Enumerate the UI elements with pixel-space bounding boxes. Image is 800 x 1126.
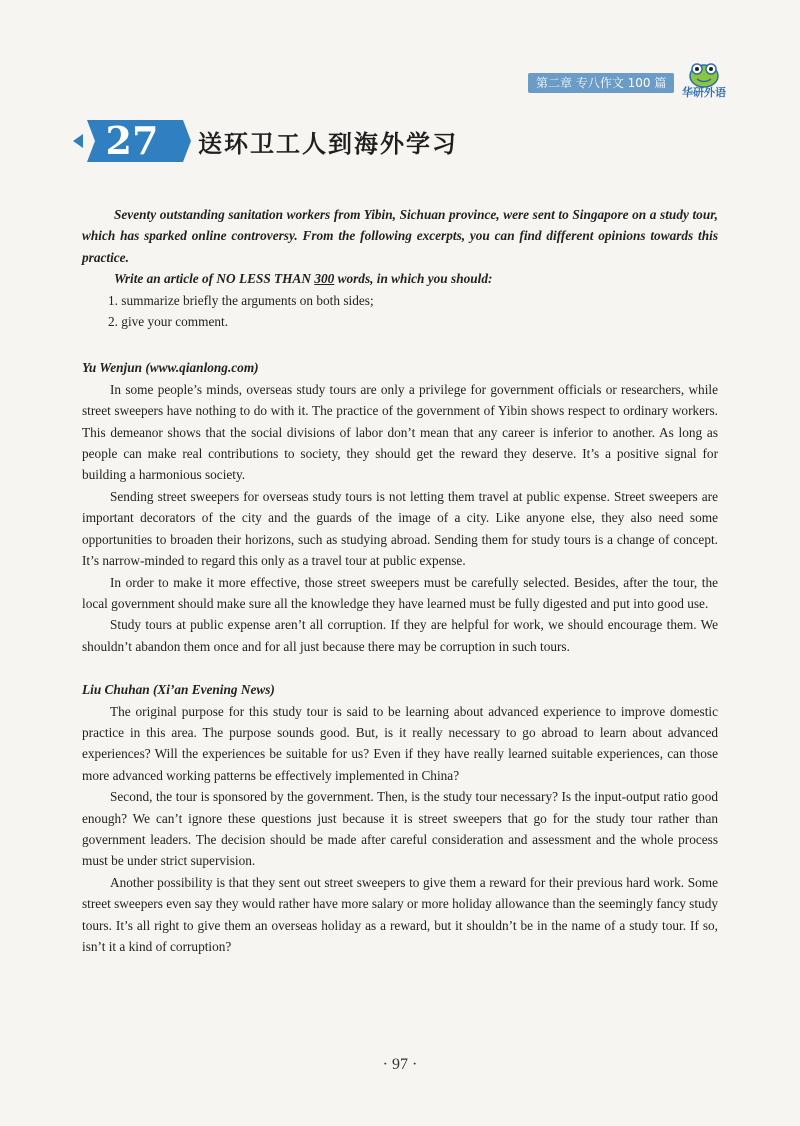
paragraph: Sending street sweepers for overseas study tours is not letting them travel at public expense. Street sweepers are important decorators of the city and the guards of the image of a city. Like anyone else, they also need some opportunities to broaden their horizons, such as studying abroad. Sending them for study tours is a change of concept. It’s narrow-minded to regard this only as a travel tour at public expense. bbox=[82, 488, 718, 569]
page-number: · 97 · bbox=[382, 1056, 418, 1073]
prompt-item-2: 2. give your comment. bbox=[108, 314, 229, 330]
source-liu-chuhan: Liu Chuhan (Xi’an Evening News) bbox=[82, 682, 275, 698]
article-body bbox=[82, 204, 718, 957]
paragraph: In some people’s minds, overseas study tours are only a privilege for government officials or researchers, while street sweepers have nothing to do with it. The practice of the government of Yibin shows respect to ordinary workers. This demeanor shows that the social divisions of labor don’t mean that any career is inferior to another. As long as people can make real contributions to society, they should get the reward they deserve. It’s a positive signal for building a harmonious society. bbox=[82, 381, 718, 483]
prompt-intro: Seventy outstanding sanitation workers from Yibin, Sichuan province, were sent to Singapore on a study tour, which has sparked online controversy. From the following excerpts, you can find different opinions towards this practice. bbox=[82, 207, 718, 265]
page-title: 送环卫工人到海外学习 bbox=[198, 130, 458, 158]
prompt-item-1: 1. summarize briefly the arguments on both sides; bbox=[108, 292, 374, 308]
task-prefix: Write an article of NO LESS THAN bbox=[114, 271, 315, 287]
source-yu-wenjun: Yu Wenjun (www.qianlong.com) bbox=[82, 360, 259, 376]
paragraph: Another possibility is that they sent out street sweepers to give them a reward for their previous hard work. Some street sweepers even say they would rather have more salary or more holiday allowance than the seemingly fancy study tours. It’s all right to give them an overseas holiday as a reward, but it shouldn’t be in the name of a study tour. If so, isn’t it a kind of corruption? bbox=[82, 874, 718, 954]
paragraph: In order to make it more effective, those street sweepers must be carefully selected. Besides, after the tour, the local government should make sure all the knowledge they have learned must be fully digested and put into good use. bbox=[82, 574, 718, 611]
task-suffix: words, in which you should: bbox=[334, 271, 493, 287]
logo-text: 华研外语 bbox=[682, 86, 726, 99]
paragraph: The original purpose for this study tour is said to be learning about advanced experience to improve domestic practice in this area. The purpose sounds good. But, is it really necessary to go abroad to learn about advanced experiences? Will the experiences be suitable for us? Even if they have really learned suitable experiences, can those more advanced working patterns be effectively implemented in China? bbox=[82, 703, 718, 783]
paragraph: Second, the tour is sponsored by the government. Then, is the study tour necessary? Is the input-output ratio good enough? We can’t ignore these questions just because it is street sweepers that go for the study tour rather than government leaders. The decision should be made after careful consideration and assessment and the whole process must be under strict supervision. bbox=[82, 789, 718, 869]
chapter-number: 27 bbox=[105, 118, 159, 163]
chapter-tag: 第二章 专八作文 100 篇 bbox=[528, 73, 674, 93]
prompt-task bbox=[82, 268, 718, 289]
paragraph: Study tours at public expense aren’t all corruption. If they are helpful for work, we should encourage them. We shouldn’t abandon them once and for all just because there may be corruption in such tours. bbox=[82, 617, 718, 654]
task-word-count: 300 bbox=[314, 271, 335, 287]
